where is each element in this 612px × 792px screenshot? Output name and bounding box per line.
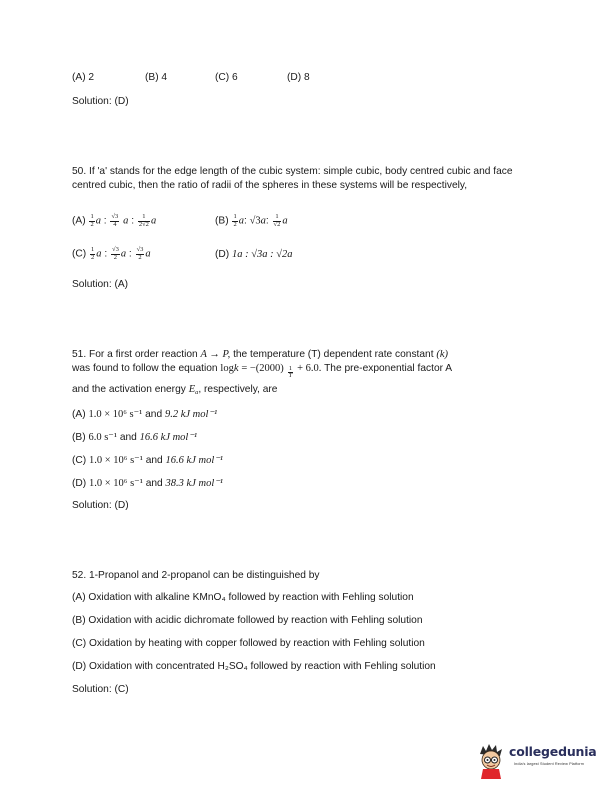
q52-option-c: (C) Oxidation by heating with copper followed by reaction with Fehling solution (72, 638, 425, 649)
q51-option-d (72, 477, 223, 489)
q51-option-energy: 38.3 kJ mol⁻¹ (165, 478, 223, 489)
q51-option-b (72, 431, 197, 443)
q50-option-b-label: (B) (215, 215, 229, 227)
q51-line2-prefix: was found to follow the equation (72, 363, 218, 374)
q51-option-c (72, 454, 223, 466)
q51-line-1 (72, 349, 448, 360)
brand-tagline: India's largest Student Review Platform (514, 762, 585, 766)
q51-option-rate: 1.0 × 10⁶ s⁻¹ (89, 478, 143, 489)
q49-option-b: (B) 4 (145, 72, 168, 83)
q51-option-and: and (119, 432, 137, 443)
q51-line1-suffix: the temperature (T) dependent rate constant (233, 349, 434, 360)
q50-question: 50. If 'a' stands for the edge length of the cubic system: simple cubic, body centred cubic and face centred cubic, then the ratio of radii of the spheres in these systems will be respectively, (72, 166, 513, 191)
q51-k: (k) (436, 349, 449, 360)
q51-reaction: A → P, (200, 349, 231, 360)
q50-option-b: (B) $\frac{1}{2}$ a: √3a: $\frac{1}{√2}$ a (215, 213, 288, 228)
q51-solution: Solution: (D) (72, 500, 129, 511)
q50-solution: Solution: (A) (72, 279, 129, 290)
q52-solution: Solution: (C) (72, 684, 129, 695)
q51-option-rate: 1.0 × 10⁶ s⁻¹ (88, 409, 143, 420)
q50-option-a-label: (A) (72, 215, 86, 227)
q49-option-a: (A) 2 (72, 72, 95, 83)
q51-line3: and the activation energy (72, 384, 186, 395)
q51-option-label: (B) (72, 432, 86, 443)
q51-line1-prefix: 51. For a first order reaction (72, 349, 198, 360)
q51-line2-suffix: The pre-exponential factor A (324, 363, 453, 374)
brand-name: collegedunia (509, 744, 597, 759)
q50-option-c-label: (C) (72, 248, 87, 260)
q51-option-rate: 6.0 s⁻¹ (88, 432, 117, 443)
q52-option-a: (A) Oxidation with alkaline KMnO₄ followed by reaction with Fehling solution (72, 592, 414, 603)
q51-option-energy: 16.6 kJ mol⁻¹ (165, 455, 223, 466)
q51-option-and: and (145, 409, 163, 420)
mascot-icon (474, 742, 508, 780)
q50-option-d-label: (D) (215, 249, 230, 260)
q50-option-d-math: 1a : √3a : √2a (232, 249, 293, 260)
q49-solution: Solution: (D) (72, 96, 129, 107)
q51-line-2: was found to follow the equation logk = −(2000) $\frac{1}{T}$ + 6.0. The pre-exponential factor A (72, 363, 453, 379)
q51-option-label: (C) (72, 455, 87, 466)
q50-option-c: (C) $\frac{1}{2}$ a : $\frac{√3}{2}$ a : $\frac{√3}{2}$ a (72, 246, 151, 261)
collegedunia-logo (474, 742, 604, 782)
q50-option-d (215, 249, 293, 260)
q49-option-d: (D) 8 (287, 72, 310, 83)
q52-option-b: (B) Oxidation with acidic dichromate followed by reaction with Fehling solution (72, 615, 423, 626)
q51-option-a (72, 408, 217, 420)
q50-option-a: (A) $\frac{1}{2}$ a : $\frac{√3}{4}$ a : $\frac{1}{2√2}$ a (72, 213, 157, 228)
q52-question: 52. 1-Propanol and 2-propanol can be distinguished by (72, 570, 320, 581)
q52-option-d: (D) Oxidation with concentrated H₂SO₄ followed by reaction with Fehling solution (72, 661, 436, 672)
q51-option-energy: 9.2 kJ mol⁻¹ (164, 409, 218, 420)
q51-option-label: (A) (72, 409, 86, 420)
q51-option-label: (D) (72, 478, 87, 489)
q51-line3-suffix: respectively, are (204, 384, 278, 395)
q51-option-and: and (145, 478, 163, 489)
q51-option-energy: 16.6 kJ mol⁻¹ (139, 432, 198, 443)
q49-option-c: (C) 6 (215, 72, 238, 83)
q51-line-3: and the activation energy $E_a$, respectively, are (72, 384, 278, 396)
q51-option-rate: 1.0 × 10⁶ s⁻¹ (89, 455, 143, 466)
q51-option-and: and (145, 455, 163, 466)
